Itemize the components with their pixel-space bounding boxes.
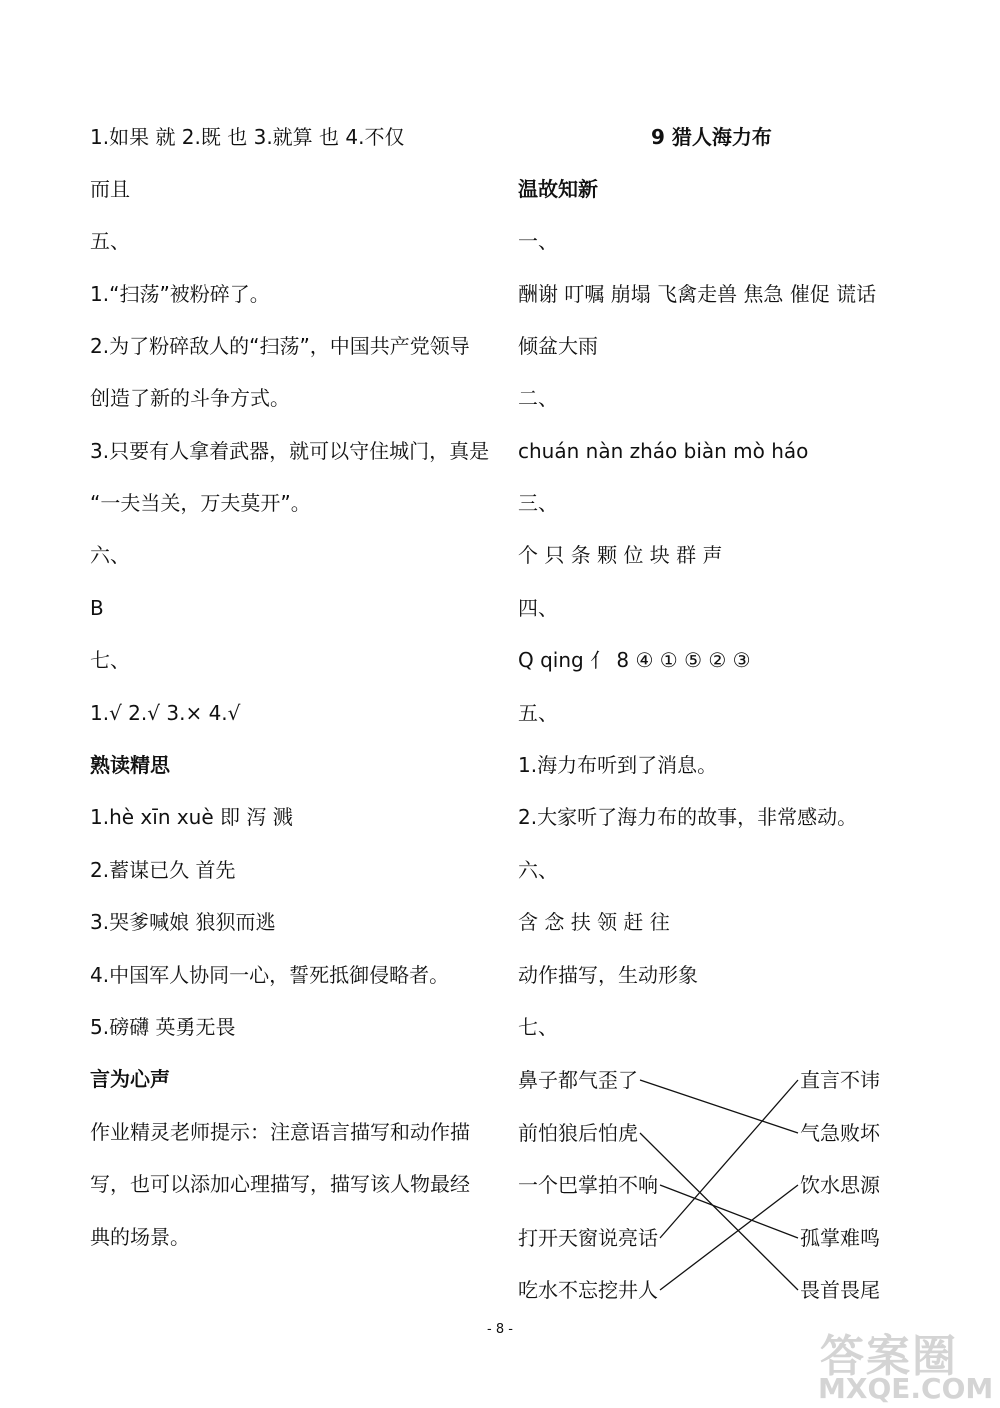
text-line: 1.√ 2.√ 3.× 4.√ (90, 701, 241, 725)
section-heading: 五、 (90, 229, 130, 253)
text-line: 倾盆大雨 (518, 334, 598, 358)
match-right-item: 饮水思源 (800, 1173, 880, 1197)
section-heading: 五、 (518, 701, 558, 725)
text-line: 1.海力布听到了消息。 (518, 753, 718, 777)
text-line: 写，也可以添加心理描写，描写该人物最经 (90, 1172, 470, 1196)
text-line: 动作描写，生动形象 (518, 963, 698, 987)
section-title: 熟读精思 (90, 753, 170, 777)
section-heading: 四、 (518, 596, 558, 620)
text-line: 1.如果 就 2.既 也 3.就算 也 4.不仅 (90, 125, 405, 149)
section-heading: 一、 (518, 229, 558, 253)
section-heading: 二、 (518, 386, 558, 410)
match-left-item: 吃水不忘挖井人 (518, 1278, 658, 1302)
text-line: Q qing 亻 8 ④ ① ⑤ ② ③ (518, 648, 751, 672)
text-line: 含 念 扶 领 赶 往 (518, 910, 670, 934)
section-title: 言为心声 (90, 1067, 170, 1091)
text-line: 作业精灵老师提示：注意语言描写和动作描 (90, 1120, 470, 1144)
watermark-en: MXQE.COM (818, 1372, 994, 1405)
match-left-item: 打开天窗说亮话 (518, 1226, 658, 1250)
text-line: B (90, 596, 104, 620)
text-line: 而且 (90, 177, 130, 201)
text-line: “一夫当关，万夫莫开”。 (90, 491, 311, 515)
text-line: 5.磅礴 英勇无畏 (90, 1015, 236, 1039)
text-line: 酬谢 叮嘱 崩塌 飞禽走兽 焦急 催促 谎话 (518, 282, 877, 306)
section-heading: 六、 (90, 543, 130, 567)
text-line: 1.hè xīn xuè 即 泻 溅 (90, 805, 293, 829)
text-line: 3.只要有人拿着武器，就可以守住城门，真是 (90, 439, 490, 463)
text-line: 3.哭爹喊娘 狼狈而逃 (90, 910, 276, 934)
lesson-title: 9 猎人海力布 (651, 125, 772, 149)
text-line: 2.大家听了海力布的故事，非常感动。 (518, 805, 858, 829)
match-left-item: 鼻子都气歪了 (518, 1068, 638, 1092)
match-connector-line (660, 1185, 798, 1238)
text-line: 创造了新的斗争方式。 (90, 386, 290, 410)
section-heading: 六、 (518, 858, 558, 882)
match-right-item: 气急败坏 (800, 1121, 880, 1145)
section-heading: 七、 (518, 1015, 558, 1039)
match-right-item: 孤掌难鸣 (800, 1226, 880, 1250)
text-line: chuán nàn zháo biàn mò háo (518, 439, 809, 463)
match-connector-line (660, 1080, 798, 1238)
text-line: 2.蓄谋已久 首先 (90, 858, 236, 882)
match-connector-line (640, 1133, 798, 1290)
watermark-cn: 答案圈 (820, 1331, 958, 1382)
match-right-item: 畏首畏尾 (800, 1278, 880, 1302)
text-line: 4.中国军人协同一心，誓死抵御侵略者。 (90, 963, 450, 987)
page-number: - 8 - (487, 1322, 513, 1337)
watermark-logo (800, 1320, 1000, 1408)
section-title: 温故知新 (518, 177, 598, 201)
match-connector-line (660, 1185, 798, 1290)
section-heading: 三、 (518, 491, 558, 515)
match-left-item: 前怕狼后怕虎 (518, 1121, 638, 1145)
match-left-item: 一个巴掌拍不响 (518, 1173, 658, 1197)
text-line: 个 只 条 颗 位 块 群 声 (518, 543, 723, 567)
text-line: 2.为了粉碎敌人的“扫荡”，中国共产党领导 (90, 334, 470, 358)
section-heading: 七、 (90, 648, 130, 672)
text-line: 典的场景。 (90, 1225, 190, 1249)
match-right-item: 直言不讳 (800, 1068, 880, 1092)
text-line: 1.“扫荡”被粉碎了。 (90, 282, 270, 306)
